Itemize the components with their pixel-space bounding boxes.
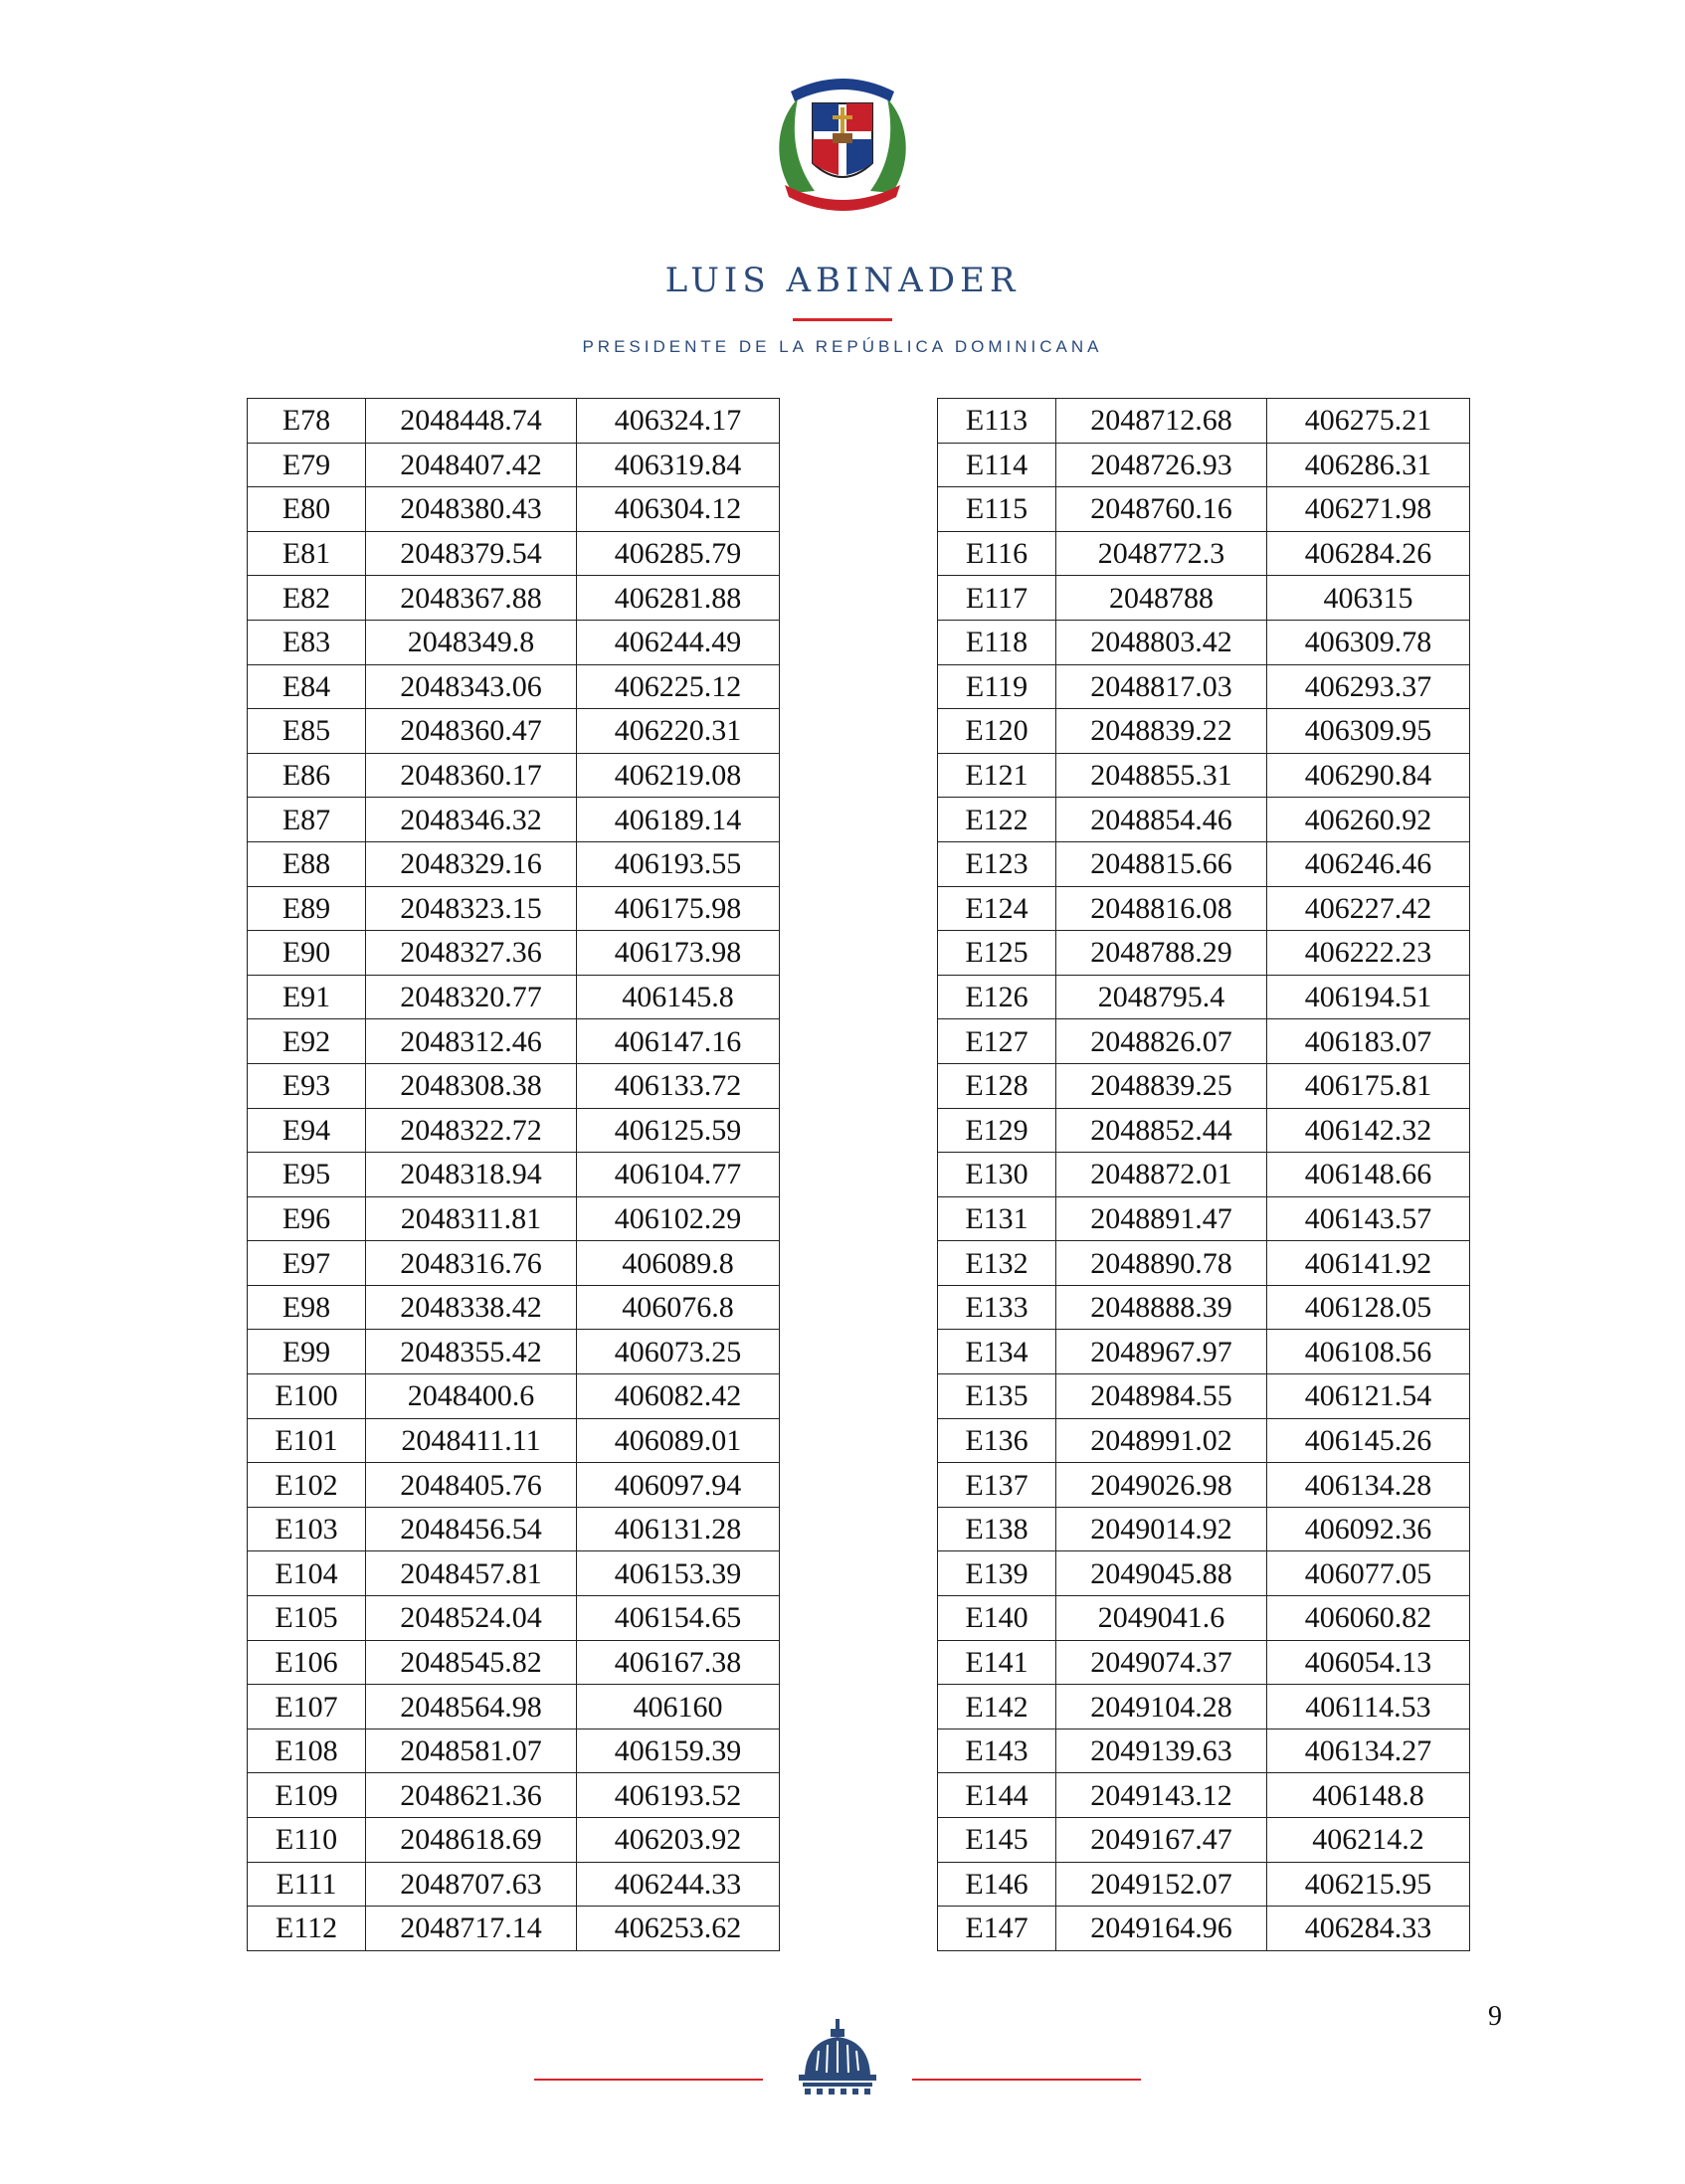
northing-cell: 2048826.07 [1056, 1019, 1267, 1064]
easting-cell: 406309.95 [1267, 709, 1470, 754]
table-row [248, 1596, 780, 1641]
easting-cell: 406290.84 [1267, 753, 1470, 798]
northing-cell: 2048564.98 [366, 1685, 577, 1729]
northing-cell: 2048817.03 [1056, 664, 1267, 709]
easting-cell: 406125.59 [577, 1108, 780, 1153]
point-id-cell: E132 [938, 1241, 1056, 1286]
easting-cell: 406089.8 [577, 1241, 780, 1286]
northing-cell: 2049045.88 [1056, 1551, 1267, 1596]
point-id-cell: E115 [938, 487, 1056, 532]
northing-cell: 2048400.6 [366, 1374, 577, 1419]
northing-cell: 2049143.12 [1056, 1773, 1267, 1818]
point-id-cell: E91 [248, 975, 366, 1019]
table-row [248, 931, 780, 976]
easting-cell: 406220.31 [577, 709, 780, 754]
easting-cell: 406054.13 [1267, 1640, 1470, 1685]
table-row [248, 576, 780, 621]
northing-cell: 2048795.4 [1056, 975, 1267, 1019]
point-id-cell: E86 [248, 753, 366, 798]
northing-cell: 2049167.47 [1056, 1818, 1267, 1863]
easting-cell: 406159.39 [577, 1729, 780, 1773]
table-row [938, 1907, 1470, 1951]
northing-cell: 2048346.32 [366, 798, 577, 842]
coordinates-table-right-body [938, 399, 1470, 1951]
table-row [248, 620, 780, 664]
northing-cell: 2048888.39 [1056, 1285, 1267, 1330]
northing-cell: 2048967.97 [1056, 1330, 1267, 1374]
northing-cell: 2048803.42 [1056, 620, 1267, 664]
easting-cell: 406104.77 [577, 1153, 780, 1197]
northing-cell: 2048815.66 [1056, 841, 1267, 886]
point-id-cell: E118 [938, 620, 1056, 664]
northing-cell: 2049074.37 [1056, 1640, 1267, 1685]
table-row [248, 1374, 780, 1419]
point-id-cell: E141 [938, 1640, 1056, 1685]
table-row [248, 1196, 780, 1241]
easting-cell: 406225.12 [577, 664, 780, 709]
northing-cell: 2048343.06 [366, 664, 577, 709]
easting-cell: 406194.51 [1267, 975, 1470, 1019]
point-id-cell: E102 [248, 1463, 366, 1508]
point-id-cell: E121 [938, 753, 1056, 798]
easting-cell: 406102.29 [577, 1196, 780, 1241]
point-id-cell: E105 [248, 1596, 366, 1641]
point-id-cell: E100 [248, 1374, 366, 1419]
point-id-cell: E124 [938, 886, 1056, 931]
table-row [938, 576, 1470, 621]
table-row [248, 1063, 780, 1108]
point-id-cell: E142 [938, 1685, 1056, 1729]
easting-cell: 406203.92 [577, 1818, 780, 1863]
easting-cell: 406133.72 [577, 1063, 780, 1108]
point-id-cell: E104 [248, 1551, 366, 1596]
point-id-cell: E129 [938, 1108, 1056, 1153]
easting-cell: 406142.32 [1267, 1108, 1470, 1153]
point-id-cell: E139 [938, 1551, 1056, 1596]
easting-cell: 406284.33 [1267, 1907, 1470, 1951]
easting-cell: 406324.17 [577, 399, 780, 444]
easting-cell: 406141.92 [1267, 1241, 1470, 1286]
point-id-cell: E80 [248, 487, 366, 532]
point-id-cell: E79 [248, 443, 366, 487]
point-id-cell: E125 [938, 931, 1056, 976]
easting-cell: 406114.53 [1267, 1685, 1470, 1729]
table-row [248, 975, 780, 1019]
point-id-cell: E128 [938, 1063, 1056, 1108]
northing-cell: 2048311.81 [366, 1196, 577, 1241]
table-row [248, 1907, 780, 1951]
easting-cell: 406271.98 [1267, 487, 1470, 532]
northing-cell: 2048839.22 [1056, 709, 1267, 754]
point-id-cell: E93 [248, 1063, 366, 1108]
northing-cell: 2048411.11 [366, 1418, 577, 1463]
table-row [938, 1773, 1470, 1818]
northing-cell: 2048545.82 [366, 1640, 577, 1685]
northing-cell: 2048717.14 [366, 1907, 577, 1951]
point-id-cell: E136 [938, 1418, 1056, 1463]
table-row [248, 1108, 780, 1153]
point-id-cell: E133 [938, 1285, 1056, 1330]
point-id-cell: E144 [938, 1773, 1056, 1818]
table-row [248, 753, 780, 798]
northing-cell: 2048456.54 [366, 1507, 577, 1551]
northing-cell: 2049041.6 [1056, 1596, 1267, 1641]
northing-cell: 2048308.38 [366, 1063, 577, 1108]
northing-cell: 2048318.94 [366, 1153, 577, 1197]
easting-cell: 406309.78 [1267, 620, 1470, 664]
coordinates-table-left-body [248, 399, 780, 1951]
table-row [248, 487, 780, 532]
point-id-cell: E145 [938, 1818, 1056, 1863]
easting-cell: 406219.08 [577, 753, 780, 798]
table-row [938, 487, 1470, 532]
northing-cell: 2048405.76 [366, 1463, 577, 1508]
easting-cell: 406183.07 [1267, 1019, 1470, 1064]
table-row [938, 1818, 1470, 1863]
point-id-cell: E84 [248, 664, 366, 709]
northing-cell: 2048991.02 [1056, 1418, 1267, 1463]
northing-cell: 2048407.42 [366, 443, 577, 487]
table-row [248, 1685, 780, 1729]
northing-cell: 2048349.8 [366, 620, 577, 664]
point-id-cell: E94 [248, 1108, 366, 1153]
northing-cell: 2048618.69 [366, 1818, 577, 1863]
table-row [938, 931, 1470, 976]
page-number: 9 [1488, 2001, 1502, 2032]
point-id-cell: E95 [248, 1153, 366, 1197]
header-title: PRESIDENTE DE LA REPÚBLICA DOMINICANA [582, 337, 1103, 356]
point-id-cell: E112 [248, 1907, 366, 1951]
table-row [938, 1685, 1470, 1729]
table-row [248, 1418, 780, 1463]
point-id-cell: E87 [248, 798, 366, 842]
northing-cell: 2049026.98 [1056, 1463, 1267, 1508]
northing-cell: 2048379.54 [366, 531, 577, 576]
point-id-cell: E146 [938, 1862, 1056, 1907]
point-id-cell: E103 [248, 1507, 366, 1551]
point-id-cell: E81 [248, 531, 366, 576]
easting-cell: 406073.25 [577, 1330, 780, 1374]
easting-cell: 406143.57 [1267, 1196, 1470, 1241]
table-row [938, 399, 1470, 444]
table-row [938, 1285, 1470, 1330]
northing-cell: 2048855.31 [1056, 753, 1267, 798]
easting-cell: 406244.49 [577, 620, 780, 664]
point-id-cell: E90 [248, 931, 366, 976]
point-id-cell: E89 [248, 886, 366, 931]
point-id-cell: E126 [938, 975, 1056, 1019]
easting-cell: 406153.39 [577, 1551, 780, 1596]
easting-cell: 406227.42 [1267, 886, 1470, 931]
point-id-cell: E127 [938, 1019, 1056, 1064]
northing-cell: 2048524.04 [366, 1596, 577, 1641]
northing-cell: 2048707.63 [366, 1862, 577, 1907]
table-row [248, 1285, 780, 1330]
easting-cell: 406092.36 [1267, 1507, 1470, 1551]
northing-cell: 2048788.29 [1056, 931, 1267, 976]
table-row [938, 1153, 1470, 1197]
easting-cell: 406315 [1267, 576, 1470, 621]
point-id-cell: E135 [938, 1374, 1056, 1419]
table-row [248, 399, 780, 444]
table-row [938, 1330, 1470, 1374]
table-row [938, 1507, 1470, 1551]
easting-cell: 406167.38 [577, 1640, 780, 1685]
point-id-cell: E140 [938, 1596, 1056, 1641]
point-id-cell: E134 [938, 1330, 1056, 1374]
northing-cell: 2048621.36 [366, 1773, 577, 1818]
point-id-cell: E92 [248, 1019, 366, 1064]
point-id-cell: E78 [248, 399, 366, 444]
footer-divider-left [534, 2079, 763, 2081]
easting-cell: 406253.62 [577, 1907, 780, 1951]
point-id-cell: E116 [938, 531, 1056, 576]
coordinates-table-right [937, 398, 1470, 1951]
easting-cell: 406293.37 [1267, 664, 1470, 709]
header-divider [793, 318, 892, 321]
northing-cell: 2048457.81 [366, 1551, 577, 1596]
easting-cell: 406060.82 [1267, 1596, 1470, 1641]
northing-cell: 2048327.36 [366, 931, 577, 976]
point-id-cell: E143 [938, 1729, 1056, 1773]
easting-cell: 406076.8 [577, 1285, 780, 1330]
easting-cell: 406173.98 [577, 931, 780, 976]
point-id-cell: E130 [938, 1153, 1056, 1197]
easting-cell: 406131.28 [577, 1507, 780, 1551]
point-id-cell: E147 [938, 1907, 1056, 1951]
table-row [248, 1330, 780, 1374]
northing-cell: 2048984.55 [1056, 1374, 1267, 1419]
table-row [938, 1463, 1470, 1508]
point-id-cell: E113 [938, 399, 1056, 444]
point-id-cell: E110 [248, 1818, 366, 1863]
dome-icon [793, 2019, 882, 2098]
point-id-cell: E138 [938, 1507, 1056, 1551]
table-row [938, 1640, 1470, 1685]
point-id-cell: E96 [248, 1196, 366, 1241]
northing-cell: 2048312.46 [366, 1019, 577, 1064]
coordinates-table-left [247, 398, 780, 1951]
point-id-cell: E131 [938, 1196, 1056, 1241]
northing-cell: 2049014.92 [1056, 1507, 1267, 1551]
northing-cell: 2048360.47 [366, 709, 577, 754]
easting-cell: 406215.95 [1267, 1862, 1470, 1907]
table-row [248, 1551, 780, 1596]
easting-cell: 406286.31 [1267, 443, 1470, 487]
northing-cell: 2048726.93 [1056, 443, 1267, 487]
point-id-cell: E85 [248, 709, 366, 754]
table-row [938, 709, 1470, 754]
table-row [248, 709, 780, 754]
point-id-cell: E109 [248, 1773, 366, 1818]
easting-cell: 406160 [577, 1685, 780, 1729]
northing-cell: 2048872.01 [1056, 1153, 1267, 1197]
northing-cell: 2048816.08 [1056, 886, 1267, 931]
northing-cell: 2048329.16 [366, 841, 577, 886]
easting-cell: 406319.84 [577, 443, 780, 487]
easting-cell: 406260.92 [1267, 798, 1470, 842]
table-row [938, 1108, 1470, 1153]
easting-cell: 406284.26 [1267, 531, 1470, 576]
table-row [248, 1241, 780, 1286]
northing-cell: 2048380.43 [366, 487, 577, 532]
table-row [248, 798, 780, 842]
table-row [248, 443, 780, 487]
table-row [248, 1019, 780, 1064]
point-id-cell: E88 [248, 841, 366, 886]
northing-cell: 2048712.68 [1056, 399, 1267, 444]
table-row [248, 841, 780, 886]
point-id-cell: E120 [938, 709, 1056, 754]
point-id-cell: E122 [938, 798, 1056, 842]
northing-cell: 2048338.42 [366, 1285, 577, 1330]
table-row [248, 1153, 780, 1197]
table-row [248, 1729, 780, 1773]
northing-cell: 2048891.47 [1056, 1196, 1267, 1241]
northing-cell: 2049152.07 [1056, 1862, 1267, 1907]
northing-cell: 2048322.72 [366, 1108, 577, 1153]
easting-cell: 406147.16 [577, 1019, 780, 1064]
table-row [938, 1729, 1470, 1773]
easting-cell: 406281.88 [577, 576, 780, 621]
easting-cell: 406134.28 [1267, 1463, 1470, 1508]
northing-cell: 2048890.78 [1056, 1241, 1267, 1286]
northing-cell: 2048839.25 [1056, 1063, 1267, 1108]
point-id-cell: E98 [248, 1285, 366, 1330]
easting-cell: 406121.54 [1267, 1374, 1470, 1419]
point-id-cell: E137 [938, 1463, 1056, 1508]
table-row [248, 1818, 780, 1863]
easting-cell: 406222.23 [1267, 931, 1470, 976]
northing-cell: 2048448.74 [366, 399, 577, 444]
easting-cell: 406148.66 [1267, 1153, 1470, 1197]
easting-cell: 406077.05 [1267, 1551, 1470, 1596]
easting-cell: 406145.26 [1267, 1418, 1470, 1463]
table-row [938, 1596, 1470, 1641]
point-id-cell: E101 [248, 1418, 366, 1463]
table-row [938, 753, 1470, 798]
table-row [248, 1640, 780, 1685]
header-name: LUIS ABINADER [664, 261, 1021, 300]
northing-cell: 2049164.96 [1056, 1907, 1267, 1951]
point-id-cell: E123 [938, 841, 1056, 886]
easting-cell: 406097.94 [577, 1463, 780, 1508]
northing-cell: 2048320.77 [366, 975, 577, 1019]
easting-cell: 406275.21 [1267, 399, 1470, 444]
easting-cell: 406154.65 [577, 1596, 780, 1641]
easting-cell: 406193.52 [577, 1773, 780, 1818]
table-row [938, 841, 1470, 886]
table-row [248, 531, 780, 576]
northing-cell: 2048581.07 [366, 1729, 577, 1773]
table-row [248, 664, 780, 709]
table-row [938, 1019, 1470, 1064]
northing-cell: 2048852.44 [1056, 1108, 1267, 1153]
easting-cell: 406134.27 [1267, 1729, 1470, 1773]
table-row [938, 1063, 1470, 1108]
table-row [938, 1241, 1470, 1286]
easting-cell: 406285.79 [577, 531, 780, 576]
point-id-cell: E107 [248, 1685, 366, 1729]
footer-divider-right [912, 2079, 1141, 2081]
table-row [248, 1773, 780, 1818]
northing-cell: 2048854.46 [1056, 798, 1267, 842]
table-row [248, 1463, 780, 1508]
table-row [248, 1507, 780, 1551]
northing-cell: 2048367.88 [366, 576, 577, 621]
easting-cell: 406246.46 [1267, 841, 1470, 886]
point-id-cell: E99 [248, 1330, 366, 1374]
easting-cell: 406145.8 [577, 975, 780, 1019]
northing-cell: 2048316.76 [366, 1241, 577, 1286]
point-id-cell: E83 [248, 620, 366, 664]
easting-cell: 406244.33 [577, 1862, 780, 1907]
table-row [938, 443, 1470, 487]
easting-cell: 406108.56 [1267, 1330, 1470, 1374]
northing-cell: 2048355.42 [366, 1330, 577, 1374]
northing-cell: 2048788 [1056, 576, 1267, 621]
table-row [938, 1196, 1470, 1241]
table-row [938, 1551, 1470, 1596]
point-id-cell: E114 [938, 443, 1056, 487]
northing-cell: 2048323.15 [366, 886, 577, 931]
point-id-cell: E108 [248, 1729, 366, 1773]
easting-cell: 406304.12 [577, 487, 780, 532]
table-row [938, 664, 1470, 709]
table-row [938, 1418, 1470, 1463]
northing-cell: 2049104.28 [1056, 1685, 1267, 1729]
point-id-cell: E82 [248, 576, 366, 621]
easting-cell: 406082.42 [577, 1374, 780, 1419]
table-row [938, 798, 1470, 842]
easting-cell: 406189.14 [577, 798, 780, 842]
table-row [248, 1862, 780, 1907]
easting-cell: 406175.81 [1267, 1063, 1470, 1108]
table-row [938, 1374, 1470, 1419]
point-id-cell: E106 [248, 1640, 366, 1685]
point-id-cell: E119 [938, 664, 1056, 709]
easting-cell: 406193.55 [577, 841, 780, 886]
table-row [938, 1862, 1470, 1907]
easting-cell: 406175.98 [577, 886, 780, 931]
table-row [248, 886, 780, 931]
point-id-cell: E97 [248, 1241, 366, 1286]
easting-cell: 406089.01 [577, 1418, 780, 1463]
northing-cell: 2048760.16 [1056, 487, 1267, 532]
point-id-cell: E117 [938, 576, 1056, 621]
coat-of-arms-icon [763, 64, 922, 223]
easting-cell: 406128.05 [1267, 1285, 1470, 1330]
easting-cell: 406148.8 [1267, 1773, 1470, 1818]
table-row [938, 531, 1470, 576]
point-id-cell: E111 [248, 1862, 366, 1907]
northing-cell: 2049139.63 [1056, 1729, 1267, 1773]
table-row [938, 886, 1470, 931]
easting-cell: 406214.2 [1267, 1818, 1470, 1863]
northing-cell: 2048772.3 [1056, 531, 1267, 576]
table-row [938, 975, 1470, 1019]
northing-cell: 2048360.17 [366, 753, 577, 798]
table-row [938, 620, 1470, 664]
